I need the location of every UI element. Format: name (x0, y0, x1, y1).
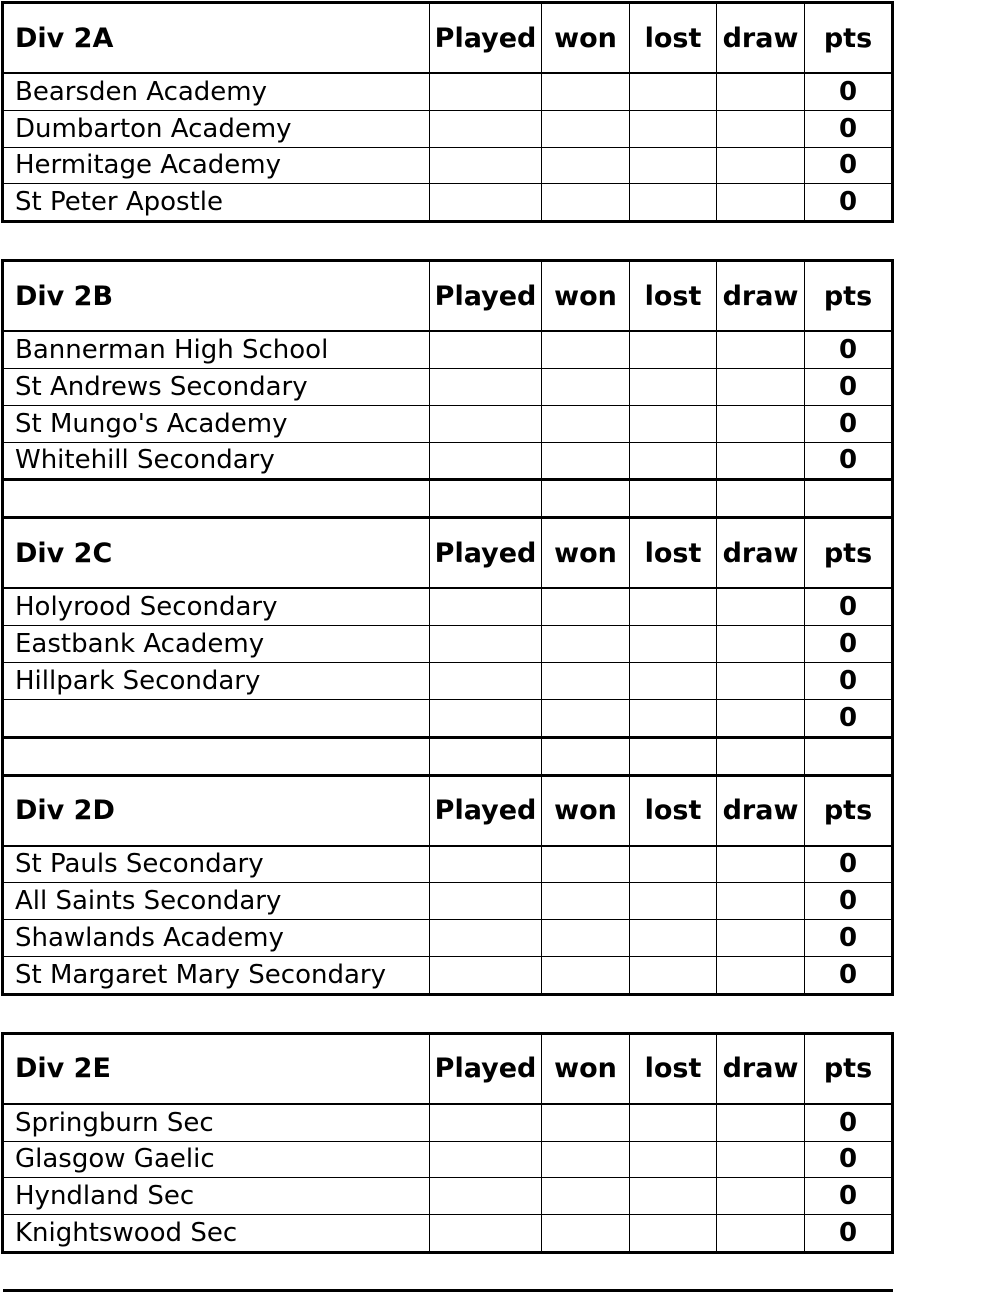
lost-cell[interactable] (630, 110, 717, 147)
won-header: won (542, 261, 630, 332)
lost-cell[interactable] (630, 331, 717, 368)
team-name[interactable]: Bannerman High School (3, 331, 430, 368)
table-row (3, 699, 893, 737)
played-header: Played (430, 3, 542, 74)
lost-header: lost (630, 3, 717, 74)
played-cell[interactable] (430, 956, 542, 994)
won-cell[interactable] (542, 110, 630, 147)
team-name[interactable]: St Peter Apostle (3, 184, 430, 222)
lost-cell[interactable] (630, 846, 717, 883)
pts-cell[interactable]: 0 (805, 1104, 893, 1141)
played-cell[interactable] (430, 883, 542, 920)
pts-cell[interactable]: 0 (805, 147, 893, 184)
lost-cell[interactable] (630, 442, 717, 480)
played-cell[interactable] (430, 184, 542, 222)
division-header-2e (3, 1033, 893, 1104)
table-row (3, 1141, 893, 1178)
won-cell[interactable] (542, 368, 630, 405)
team-name[interactable]: Knightswood Sec (3, 1215, 430, 1253)
table-row (3, 405, 893, 442)
played-header: Played (430, 775, 542, 846)
pts-cell[interactable]: 0 (805, 1215, 893, 1253)
draw-cell[interactable] (717, 1141, 805, 1178)
team-name[interactable]: All Saints Secondary (3, 883, 430, 920)
won-header: won (542, 1033, 630, 1104)
table-row (3, 442, 893, 480)
table-row (3, 846, 893, 883)
played-cell[interactable] (430, 1104, 542, 1141)
won-cell[interactable] (542, 1178, 630, 1215)
draw-cell[interactable] (717, 1215, 805, 1253)
played-cell[interactable] (430, 1215, 542, 1253)
draw-header: draw (717, 775, 805, 846)
played-header: Played (430, 518, 542, 589)
team-name[interactable]: Springburn Sec (3, 1104, 430, 1141)
lost-cell[interactable] (630, 626, 717, 663)
team-name[interactable]: Dumbarton Academy (3, 110, 430, 147)
won-header: won (542, 775, 630, 846)
lost-cell[interactable] (630, 368, 717, 405)
pts-cell[interactable]: 0 (805, 588, 893, 625)
lost-header: lost (630, 775, 717, 846)
table-row (3, 1104, 893, 1141)
draw-cell[interactable] (717, 920, 805, 957)
spacer-row (3, 222, 893, 261)
division-title: Div 2B (3, 261, 430, 332)
team-name[interactable]: St Pauls Secondary (3, 846, 430, 883)
pts-cell[interactable]: 0 (805, 184, 893, 222)
pts-cell[interactable]: 0 (805, 442, 893, 480)
played-header: Played (430, 261, 542, 332)
lost-cell[interactable] (630, 662, 717, 699)
table-row (3, 73, 893, 110)
division-title: Div 2A (3, 3, 430, 74)
played-cell[interactable] (430, 442, 542, 480)
spacer-row (3, 1252, 893, 1290)
table-row (3, 110, 893, 147)
empty-row (3, 737, 893, 775)
won-cell[interactable] (542, 1104, 630, 1141)
draw-cell[interactable] (717, 147, 805, 184)
table-row (3, 1178, 893, 1215)
pts-cell[interactable]: 0 (805, 1178, 893, 1215)
pts-cell[interactable]: 0 (805, 73, 893, 110)
team-name[interactable]: Holyrood Secondary (3, 588, 430, 625)
won-cell[interactable] (542, 846, 630, 883)
played-cell[interactable] (430, 662, 542, 699)
draw-header: draw (717, 1033, 805, 1104)
played-cell[interactable] (430, 699, 542, 737)
pts-cell[interactable]: 0 (805, 920, 893, 957)
lost-cell[interactable] (630, 588, 717, 625)
lost-cell[interactable] (630, 184, 717, 222)
league-tables (1, 1, 891, 1292)
team-name[interactable]: St Margaret Mary Secondary (3, 956, 430, 994)
table-row (3, 588, 893, 625)
played-cell[interactable] (430, 331, 542, 368)
won-cell[interactable] (542, 699, 630, 737)
team-name[interactable]: Bearsden Academy (3, 73, 430, 110)
draw-cell[interactable] (717, 662, 805, 699)
draw-cell[interactable] (717, 368, 805, 405)
draw-cell[interactable] (717, 110, 805, 147)
draw-cell[interactable] (717, 626, 805, 663)
division-title: Div 2D (3, 775, 430, 846)
draw-cell[interactable] (717, 846, 805, 883)
draw-cell[interactable] (717, 331, 805, 368)
table-row (3, 147, 893, 184)
division-header-2c (3, 518, 893, 589)
draw-header: draw (717, 3, 805, 74)
division-title: Div 2E (3, 1033, 430, 1104)
played-cell[interactable] (430, 73, 542, 110)
draw-cell[interactable] (717, 699, 805, 737)
played-cell[interactable] (430, 368, 542, 405)
pts-cell[interactable]: 0 (805, 405, 893, 442)
pts-header: pts (805, 3, 893, 74)
lost-cell[interactable] (630, 73, 717, 110)
lost-cell[interactable] (630, 883, 717, 920)
played-header: Played (430, 1033, 542, 1104)
draw-cell[interactable] (717, 588, 805, 625)
played-cell[interactable] (430, 147, 542, 184)
table-row (3, 662, 893, 699)
won-cell[interactable] (542, 662, 630, 699)
won-cell[interactable] (542, 1141, 630, 1178)
table-row (3, 920, 893, 957)
table-row (3, 331, 893, 368)
won-header: won (542, 3, 630, 74)
played-cell[interactable] (430, 626, 542, 663)
won-cell[interactable] (542, 184, 630, 222)
pts-cell[interactable]: 0 (805, 626, 893, 663)
lost-header: lost (630, 261, 717, 332)
played-cell[interactable] (430, 1178, 542, 1215)
draw-header: draw (717, 518, 805, 589)
lost-cell[interactable] (630, 1215, 717, 1253)
won-cell[interactable] (542, 147, 630, 184)
lost-cell[interactable] (630, 1178, 717, 1215)
team-name[interactable]: St Andrews Secondary (3, 368, 430, 405)
draw-cell[interactable] (717, 405, 805, 442)
played-cell[interactable] (430, 110, 542, 147)
table-row (3, 626, 893, 663)
lost-header: lost (630, 1033, 717, 1104)
pts-cell[interactable]: 0 (805, 331, 893, 368)
table-row (3, 1215, 893, 1253)
lost-cell[interactable] (630, 699, 717, 737)
team-name[interactable]: Glasgow Gaelic (3, 1141, 430, 1178)
won-cell[interactable] (542, 331, 630, 368)
played-cell[interactable] (430, 846, 542, 883)
table-row (3, 368, 893, 405)
won-cell[interactable] (542, 883, 630, 920)
team-name[interactable] (3, 699, 430, 737)
played-cell[interactable] (430, 405, 542, 442)
lost-cell[interactable] (630, 1104, 717, 1141)
draw-cell[interactable] (717, 73, 805, 110)
pts-cell[interactable]: 0 (805, 110, 893, 147)
won-cell[interactable] (542, 1215, 630, 1253)
won-cell[interactable] (542, 626, 630, 663)
division-header-2b (3, 261, 893, 332)
pts-header: pts (805, 261, 893, 332)
draw-cell[interactable] (717, 956, 805, 994)
draw-cell[interactable] (717, 883, 805, 920)
table-row (3, 956, 893, 994)
team-name[interactable]: Hyndland Sec (3, 1178, 430, 1215)
lost-header: lost (630, 518, 717, 589)
played-cell[interactable] (430, 588, 542, 625)
pts-header: pts (805, 775, 893, 846)
pts-cell[interactable]: 0 (805, 368, 893, 405)
table-row (3, 883, 893, 920)
won-cell[interactable] (542, 588, 630, 625)
lost-cell[interactable] (630, 956, 717, 994)
played-cell[interactable] (430, 1141, 542, 1178)
pts-header: pts (805, 1033, 893, 1104)
draw-cell[interactable] (717, 442, 805, 480)
won-cell[interactable] (542, 956, 630, 994)
spacer-row (3, 994, 893, 1033)
draw-cell[interactable] (717, 1104, 805, 1141)
team-name[interactable]: Whitehill Secondary (3, 442, 430, 480)
division-title: Div 2C (3, 518, 430, 589)
draw-header: draw (717, 261, 805, 332)
lost-cell[interactable] (630, 920, 717, 957)
division-header-2d (3, 775, 893, 846)
won-cell[interactable] (542, 405, 630, 442)
pts-cell[interactable]: 0 (805, 662, 893, 699)
pts-header: pts (805, 518, 893, 589)
won-header: won (542, 518, 630, 589)
pts-cell[interactable]: 0 (805, 1141, 893, 1178)
draw-cell[interactable] (717, 184, 805, 222)
won-cell[interactable] (542, 442, 630, 480)
empty-row (3, 480, 893, 518)
team-name[interactable]: Shawlands Academy (3, 920, 430, 957)
standings-table (1, 1, 894, 1292)
lost-cell[interactable] (630, 405, 717, 442)
lost-cell[interactable] (630, 147, 717, 184)
pts-cell[interactable]: 0 (805, 846, 893, 883)
pts-cell[interactable]: 0 (805, 956, 893, 994)
table-row (3, 184, 893, 222)
played-cell[interactable] (430, 920, 542, 957)
division-header-2a (3, 3, 893, 74)
team-name[interactable]: Eastbank Academy (3, 626, 430, 663)
draw-cell[interactable] (717, 1178, 805, 1215)
won-cell[interactable] (542, 73, 630, 110)
lost-cell[interactable] (630, 1141, 717, 1178)
team-name[interactable]: Hermitage Academy (3, 147, 430, 184)
won-cell[interactable] (542, 920, 630, 957)
pts-cell[interactable]: 0 (805, 699, 893, 737)
team-name[interactable]: Hillpark Secondary (3, 662, 430, 699)
pts-cell[interactable]: 0 (805, 883, 893, 920)
team-name[interactable]: St Mungo's Academy (3, 405, 430, 442)
